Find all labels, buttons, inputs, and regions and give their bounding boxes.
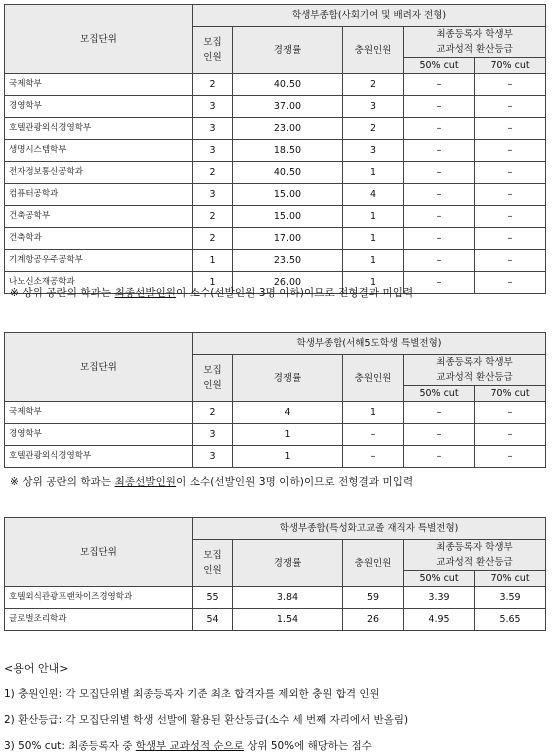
- cell-cut50: –: [404, 206, 475, 228]
- cell-cut50: 3.39: [404, 587, 475, 609]
- header-final-grade: 최종등록자 학생부 교과성적 환산등급: [404, 27, 546, 58]
- cell-unit: 나노신소재공학과: [5, 272, 193, 294]
- cell-cut70: –: [475, 184, 546, 206]
- cell-additional: 1: [343, 272, 404, 294]
- table-social-contribution: [4, 4, 546, 294]
- table-row: [5, 96, 546, 118]
- header-recruit: 모집 인원: [193, 355, 233, 402]
- table-row: [5, 74, 546, 96]
- header-cut50: 50% cut: [404, 386, 475, 402]
- table-west-sea-islands: [4, 332, 546, 468]
- cell-cut70: –: [475, 206, 546, 228]
- cell-rate: 17.00: [233, 228, 343, 250]
- cell-unit: 전자정보통신공학과: [5, 162, 193, 184]
- cell-recruit: 3: [193, 184, 233, 206]
- header-cut50: 50% cut: [404, 571, 475, 587]
- table-body: [5, 587, 546, 631]
- cell-recruit: 55: [193, 587, 233, 609]
- cell-additional: 4: [343, 184, 404, 206]
- cell-cut50: –: [404, 402, 475, 424]
- cell-recruit: 54: [193, 609, 233, 631]
- header-unit: 모집단위: [5, 5, 193, 74]
- cell-rate: 15.00: [233, 184, 343, 206]
- header-cut50: 50% cut: [404, 58, 475, 74]
- table-row: [5, 402, 546, 424]
- header-additional: 충원인원: [343, 355, 404, 402]
- cell-additional: 59: [343, 587, 404, 609]
- header-additional: 충원인원: [343, 27, 404, 74]
- cell-recruit: 1: [193, 272, 233, 294]
- table-row: [5, 228, 546, 250]
- cell-cut50: –: [404, 228, 475, 250]
- header-rate: 경쟁률: [233, 355, 343, 402]
- cell-additional: 1: [343, 402, 404, 424]
- cell-rate: 15.00: [233, 206, 343, 228]
- cell-cut70: –: [475, 272, 546, 294]
- table-row: [5, 587, 546, 609]
- table-row: [5, 446, 546, 468]
- note-text: ※ 상위 공란의 학과는 최종선발인원이 소수(선발인원 3명 이하)이므로 전형결과 미입력: [10, 476, 414, 488]
- table-row: [5, 424, 546, 446]
- term-item-converted-grade: 2) 환산등급: 각 모집단위별 학생 선발에 활용된 환산등급(소수 세 번째 자리에서 반올림): [4, 714, 409, 726]
- cell-unit: 컴퓨터공학과: [5, 184, 193, 206]
- header-final-grade: 최종등록자 학생부 교과성적 환산등급: [404, 540, 546, 571]
- header-rate: 경쟁률: [233, 27, 343, 74]
- cell-cut70: –: [475, 228, 546, 250]
- note-text: ※ 상위 공란의 학과는 최종선발인원이 소수(선발인원 3명 이하)이므로 전형결과 미입력: [10, 287, 414, 299]
- cell-additional: 1: [343, 162, 404, 184]
- cell-cut70: –: [475, 250, 546, 272]
- cell-additional: –: [343, 424, 404, 446]
- cell-unit: 생명시스템학부: [5, 140, 193, 162]
- cell-recruit: 2: [193, 228, 233, 250]
- cell-cut50: –: [404, 96, 475, 118]
- header-cut70: 70% cut: [475, 571, 546, 587]
- table-title: 학생부종합(특성화고교졸 재직자 특별전형): [193, 518, 546, 540]
- cell-recruit: 3: [193, 96, 233, 118]
- cell-cut70: –: [475, 162, 546, 184]
- cell-rate: 23.00: [233, 118, 343, 140]
- cell-recruit: 1: [193, 250, 233, 272]
- table-row: [5, 250, 546, 272]
- table-title: 학생부종합(사회기여 및 배려자 전형): [193, 5, 546, 27]
- cell-cut70: –: [475, 424, 546, 446]
- cell-cut70: –: [475, 74, 546, 96]
- cell-cut70: 5.65: [475, 609, 546, 631]
- cell-rate: 4: [233, 402, 343, 424]
- cell-cut50: 4.95: [404, 609, 475, 631]
- cell-cut50: –: [404, 74, 475, 96]
- cell-cut70: –: [475, 96, 546, 118]
- cell-rate: 18.50: [233, 140, 343, 162]
- cell-recruit: 3: [193, 424, 233, 446]
- cell-recruit: 2: [193, 74, 233, 96]
- cell-additional: 26: [343, 609, 404, 631]
- cell-unit: 건축학과: [5, 228, 193, 250]
- cell-cut50: –: [404, 250, 475, 272]
- cell-recruit: 2: [193, 206, 233, 228]
- header-unit: 모집단위: [5, 518, 193, 587]
- cell-cut50: –: [404, 272, 475, 294]
- header-unit: 모집단위: [5, 333, 193, 402]
- cell-unit: 호텔관광외식경영학부: [5, 446, 193, 468]
- table-body: [5, 402, 546, 468]
- cell-recruit: 3: [193, 446, 233, 468]
- cell-additional: 3: [343, 140, 404, 162]
- table-body: [5, 74, 546, 294]
- cell-cut50: –: [404, 184, 475, 206]
- header-additional: 충원인원: [343, 540, 404, 587]
- cell-additional: 2: [343, 118, 404, 140]
- cell-cut50: –: [404, 162, 475, 184]
- cell-cut70: –: [475, 118, 546, 140]
- cell-cut50: –: [404, 118, 475, 140]
- table-row: [5, 140, 546, 162]
- cell-recruit: 3: [193, 140, 233, 162]
- table-row: [5, 118, 546, 140]
- cell-cut50: –: [404, 424, 475, 446]
- table-vocational-employees: [4, 517, 546, 631]
- cell-cut70: –: [475, 140, 546, 162]
- cell-unit: 국제학부: [5, 402, 193, 424]
- table-title: 학생부종합(서해5도학생 특별전형): [193, 333, 546, 355]
- cell-rate: 40.50: [233, 162, 343, 184]
- cell-rate: 26.00: [233, 272, 343, 294]
- cell-additional: 1: [343, 228, 404, 250]
- term-item-additional: 1) 충원인원: 각 모집단위별 최종등록자 기준 최초 합격자를 제외한 충원 합격 인원: [4, 688, 380, 700]
- cell-additional: –: [343, 446, 404, 468]
- table-row: [5, 184, 546, 206]
- cell-unit: 국제학부: [5, 74, 193, 96]
- cell-rate: 3.84: [233, 587, 343, 609]
- cell-rate: 1: [233, 446, 343, 468]
- header-final-grade: 최종등록자 학생부 교과성적 환산등급: [404, 355, 546, 386]
- cell-unit: 글로벌조리학과: [5, 609, 193, 631]
- cell-unit: 기계항공우주공학부: [5, 250, 193, 272]
- table-row: [5, 206, 546, 228]
- cell-cut50: –: [404, 140, 475, 162]
- header-recruit: 모집 인원: [193, 27, 233, 74]
- cell-unit: 호텔관광외식경영학부: [5, 118, 193, 140]
- cell-additional: 1: [343, 206, 404, 228]
- cell-unit: 건축공학부: [5, 206, 193, 228]
- cell-rate: 40.50: [233, 74, 343, 96]
- cell-additional: 1: [343, 250, 404, 272]
- cell-cut70: –: [475, 402, 546, 424]
- cell-rate: 1.54: [233, 609, 343, 631]
- header-cut70: 70% cut: [475, 58, 546, 74]
- table-row: [5, 162, 546, 184]
- cell-cut70: –: [475, 446, 546, 468]
- cell-additional: 3: [343, 96, 404, 118]
- cell-unit: 호텔외식관광프랜차이즈경영학과: [5, 587, 193, 609]
- cell-unit: 경영학부: [5, 424, 193, 446]
- cell-rate: 37.00: [233, 96, 343, 118]
- cell-cut70: 3.59: [475, 587, 546, 609]
- header-recruit: 모집 인원: [193, 540, 233, 587]
- cell-unit: 경영학부: [5, 96, 193, 118]
- cell-recruit: 2: [193, 402, 233, 424]
- cell-rate: 1: [233, 424, 343, 446]
- terms-title: <용어 안내>: [4, 662, 69, 675]
- header-rate: 경쟁률: [233, 540, 343, 587]
- cell-recruit: 2: [193, 162, 233, 184]
- term-item-50-cut: 3) 50% cut: 최종등록자 중 학생부 교과성적 순으로 상위 50%에 해당하는 점수: [4, 740, 372, 752]
- table-row: [5, 609, 546, 631]
- header-cut70: 70% cut: [475, 386, 546, 402]
- cell-recruit: 3: [193, 118, 233, 140]
- cell-additional: 2: [343, 74, 404, 96]
- cell-rate: 23.50: [233, 250, 343, 272]
- cell-cut50: –: [404, 446, 475, 468]
